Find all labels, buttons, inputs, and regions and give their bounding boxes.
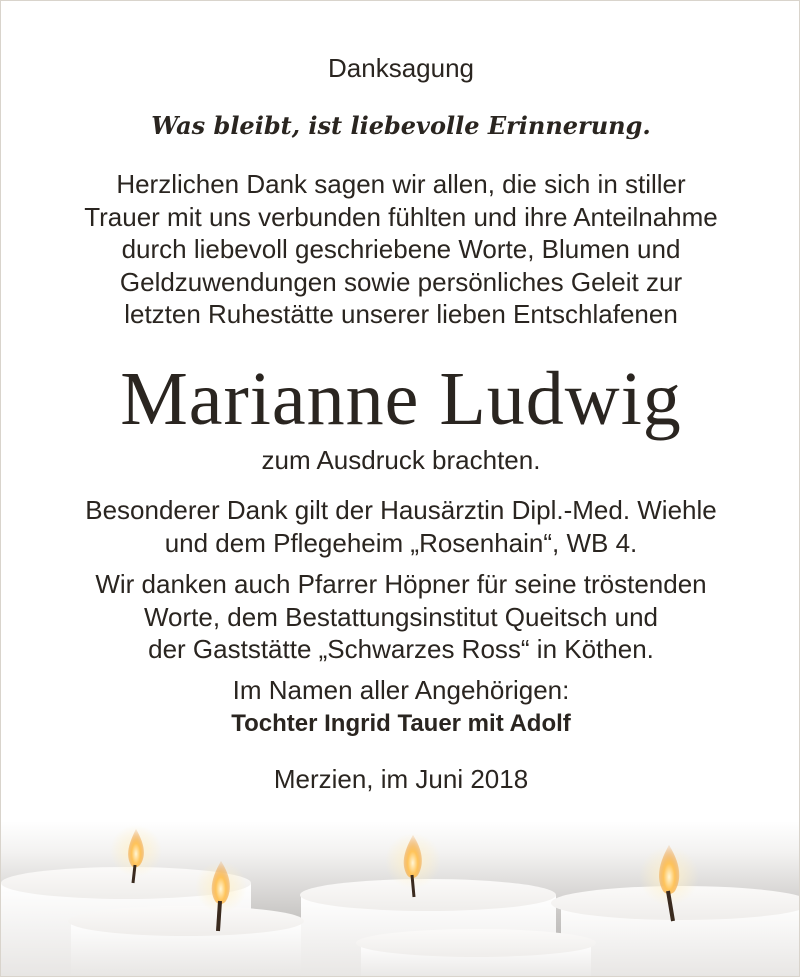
thanks-paragraph — [1, 168, 800, 331]
notice-motto: Was bleibt, ist liebevolle Erinnerung. — [151, 111, 651, 140]
thanks-line: letzten Ruhestätte unserer lieben Entschlafenen — [124, 299, 678, 329]
further-thanks-line: Worte, dem Bestattungsinstitut Queitsch und — [143, 601, 658, 632]
special-thanks-line: Besonderer Dank gilt der Hausärztin Dipl.-Med. Wiehle — [85, 495, 717, 525]
thanks-line: durch liebevoll geschriebene Worte, Blumen und — [121, 234, 681, 264]
thanks-line: Herzlichen Dank sagen wir allen, die sich in stiller — [116, 169, 686, 199]
further-thanks-line: der Gaststätte „Schwarzes Ross“ in Köthen. — [148, 634, 654, 664]
candle-4 — [356, 929, 596, 977]
notice-heading: Danksagung — [328, 53, 474, 83]
special-thanks-paragraph — [1, 494, 800, 559]
family-signature: Tochter Ingrid Tauer mit Adolf — [231, 710, 571, 737]
candles-photo-icon — [1, 821, 800, 977]
special-thanks-line: und dem Pflegeheim „Rosenhain“, WB 4. — [164, 527, 638, 558]
expression-line: zum Ausdruck brachten. — [261, 445, 541, 475]
further-thanks-line: Wir danken auch Pfarrer Höpner für seine tröstenden — [95, 569, 707, 599]
place-date: Merzien, im Juni 2018 — [273, 764, 529, 794]
thanks-line: Trauer mit uns verbunden fühlten und ihre Anteilnahme — [84, 201, 718, 232]
further-thanks-paragraph — [1, 568, 800, 666]
deceased-name: Marianne Ludwig — [120, 357, 682, 441]
thanks-line: Geldzuwendungen sowie persönliches Geleit zur — [119, 266, 683, 297]
on-behalf-line: Im Namen aller Angehörigen: — [232, 675, 570, 705]
